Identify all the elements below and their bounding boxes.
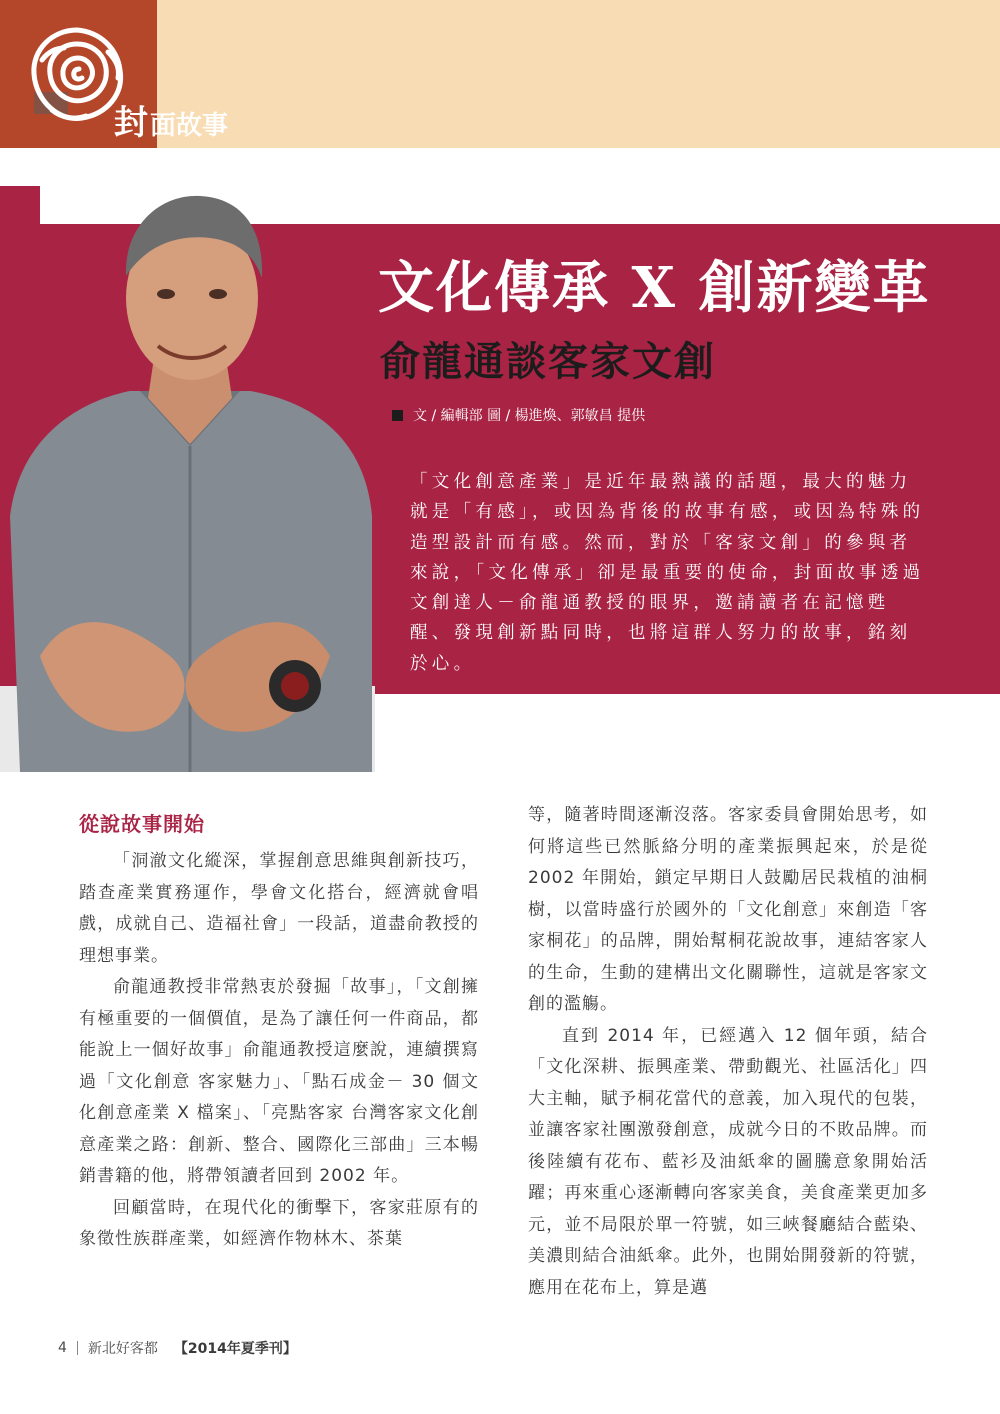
article-intro: 「文化創意產業」是近年最熱議的話題，最大的魅力就是「有感」，或因為背後的故事有感，或因為特殊的造型設計而有感。然而，對於「客家文創」的參與者來說，「文化傳承」卻是最重要的使命，封面故事透過文創達人－俞龍通教授的眼界，邀請讀者在記憶甦醒、發現創新點同時，也將這群人努力的故事，銘刻於心。	[410, 472, 925, 674]
right-column	[528, 800, 928, 1304]
portrait-photo	[0, 186, 375, 772]
page-footer	[58, 1338, 297, 1358]
footer-divider	[77, 1341, 78, 1355]
page-number: 4	[58, 1340, 67, 1356]
article-title: 文化傳承 X 創新變革	[378, 255, 931, 321]
section-heading: 從說故事開始	[79, 812, 205, 836]
paragraph: 直到 2014 年，已經邁入 12 個年頭，結合「文化深耕、振興產業、帶動觀光、社區活化」四大主軸，賦予桐花當代的意義，加入現代的包裝，並讓客家社團激發創意，成就今日的不敗品牌。而後陸續有花布、藍衫及油紙傘的圖騰意象開始活躍；再來重心逐漸轉向客家美食，美食產業更加多元，並不局限於單一符號，如三峽餐廳結合藍染、美濃則結合油紙傘。此外，也開始開發新的符號，應用在花布上，算是邁	[528, 1025, 928, 1298]
section-label-first: 封	[114, 103, 148, 143]
paragraph: 等，隨著時間逐漸沒落。客家委員會開始思考，如何將這些已然脈絡分明的產業振興起來，於是從 2002 年開始，鎖定早期日人鼓勵居民栽植的油桐樹，以當時盛行於國外的「文化創意」來創造「客家桐花」的品牌，開始幫桐花說故事，連結客家人的生命，生動的建構出文化關聯性，這就是客家文創的濫觴。	[528, 805, 928, 1014]
section-label-rest: 面故事	[150, 111, 229, 141]
magazine-name: 新北好客都	[87, 1341, 158, 1357]
paragraph: 俞龍通教授非常熱衷於發掘「故事」，「文創擁有極重要的一個價值，是為了讓任何一件商品，都能說上一個好故事」俞龍通教授這麼說，連續撰寫過「文化創意 客家魅力」、「點石成金－ 30 個文化創意產業 X 檔案」、「亮點客家 台灣客家文化創意產業之路：創新、整合、國際化三部曲」三本暢銷書籍的他，將帶領讀者回到 2002 年。	[79, 977, 479, 1186]
article-subtitle: 俞龍通談客家文創	[380, 339, 716, 385]
article-credit	[392, 405, 645, 425]
credit-square-icon	[392, 410, 403, 421]
issue-label: 【2014年夏季刊】	[173, 1341, 297, 1357]
paragraph: 「洞澈文化縱深，掌握創意思維與創新技巧，踏查產業實務運作，學會文化搭台，經濟就會唱戲，成就自己、造福社會」一段話，道盡俞教授的理想事業。	[79, 851, 479, 966]
paragraph: 回顧當時，在現代化的衝擊下，客家莊原有的象徵性族群產業，如經濟作物林木、茶葉	[79, 1197, 479, 1249]
left-column	[79, 846, 479, 1256]
section-label	[114, 103, 229, 143]
credit-text: 文 / 編輯部 圖 / 楊進煥、郭敏昌 提供	[413, 408, 646, 424]
